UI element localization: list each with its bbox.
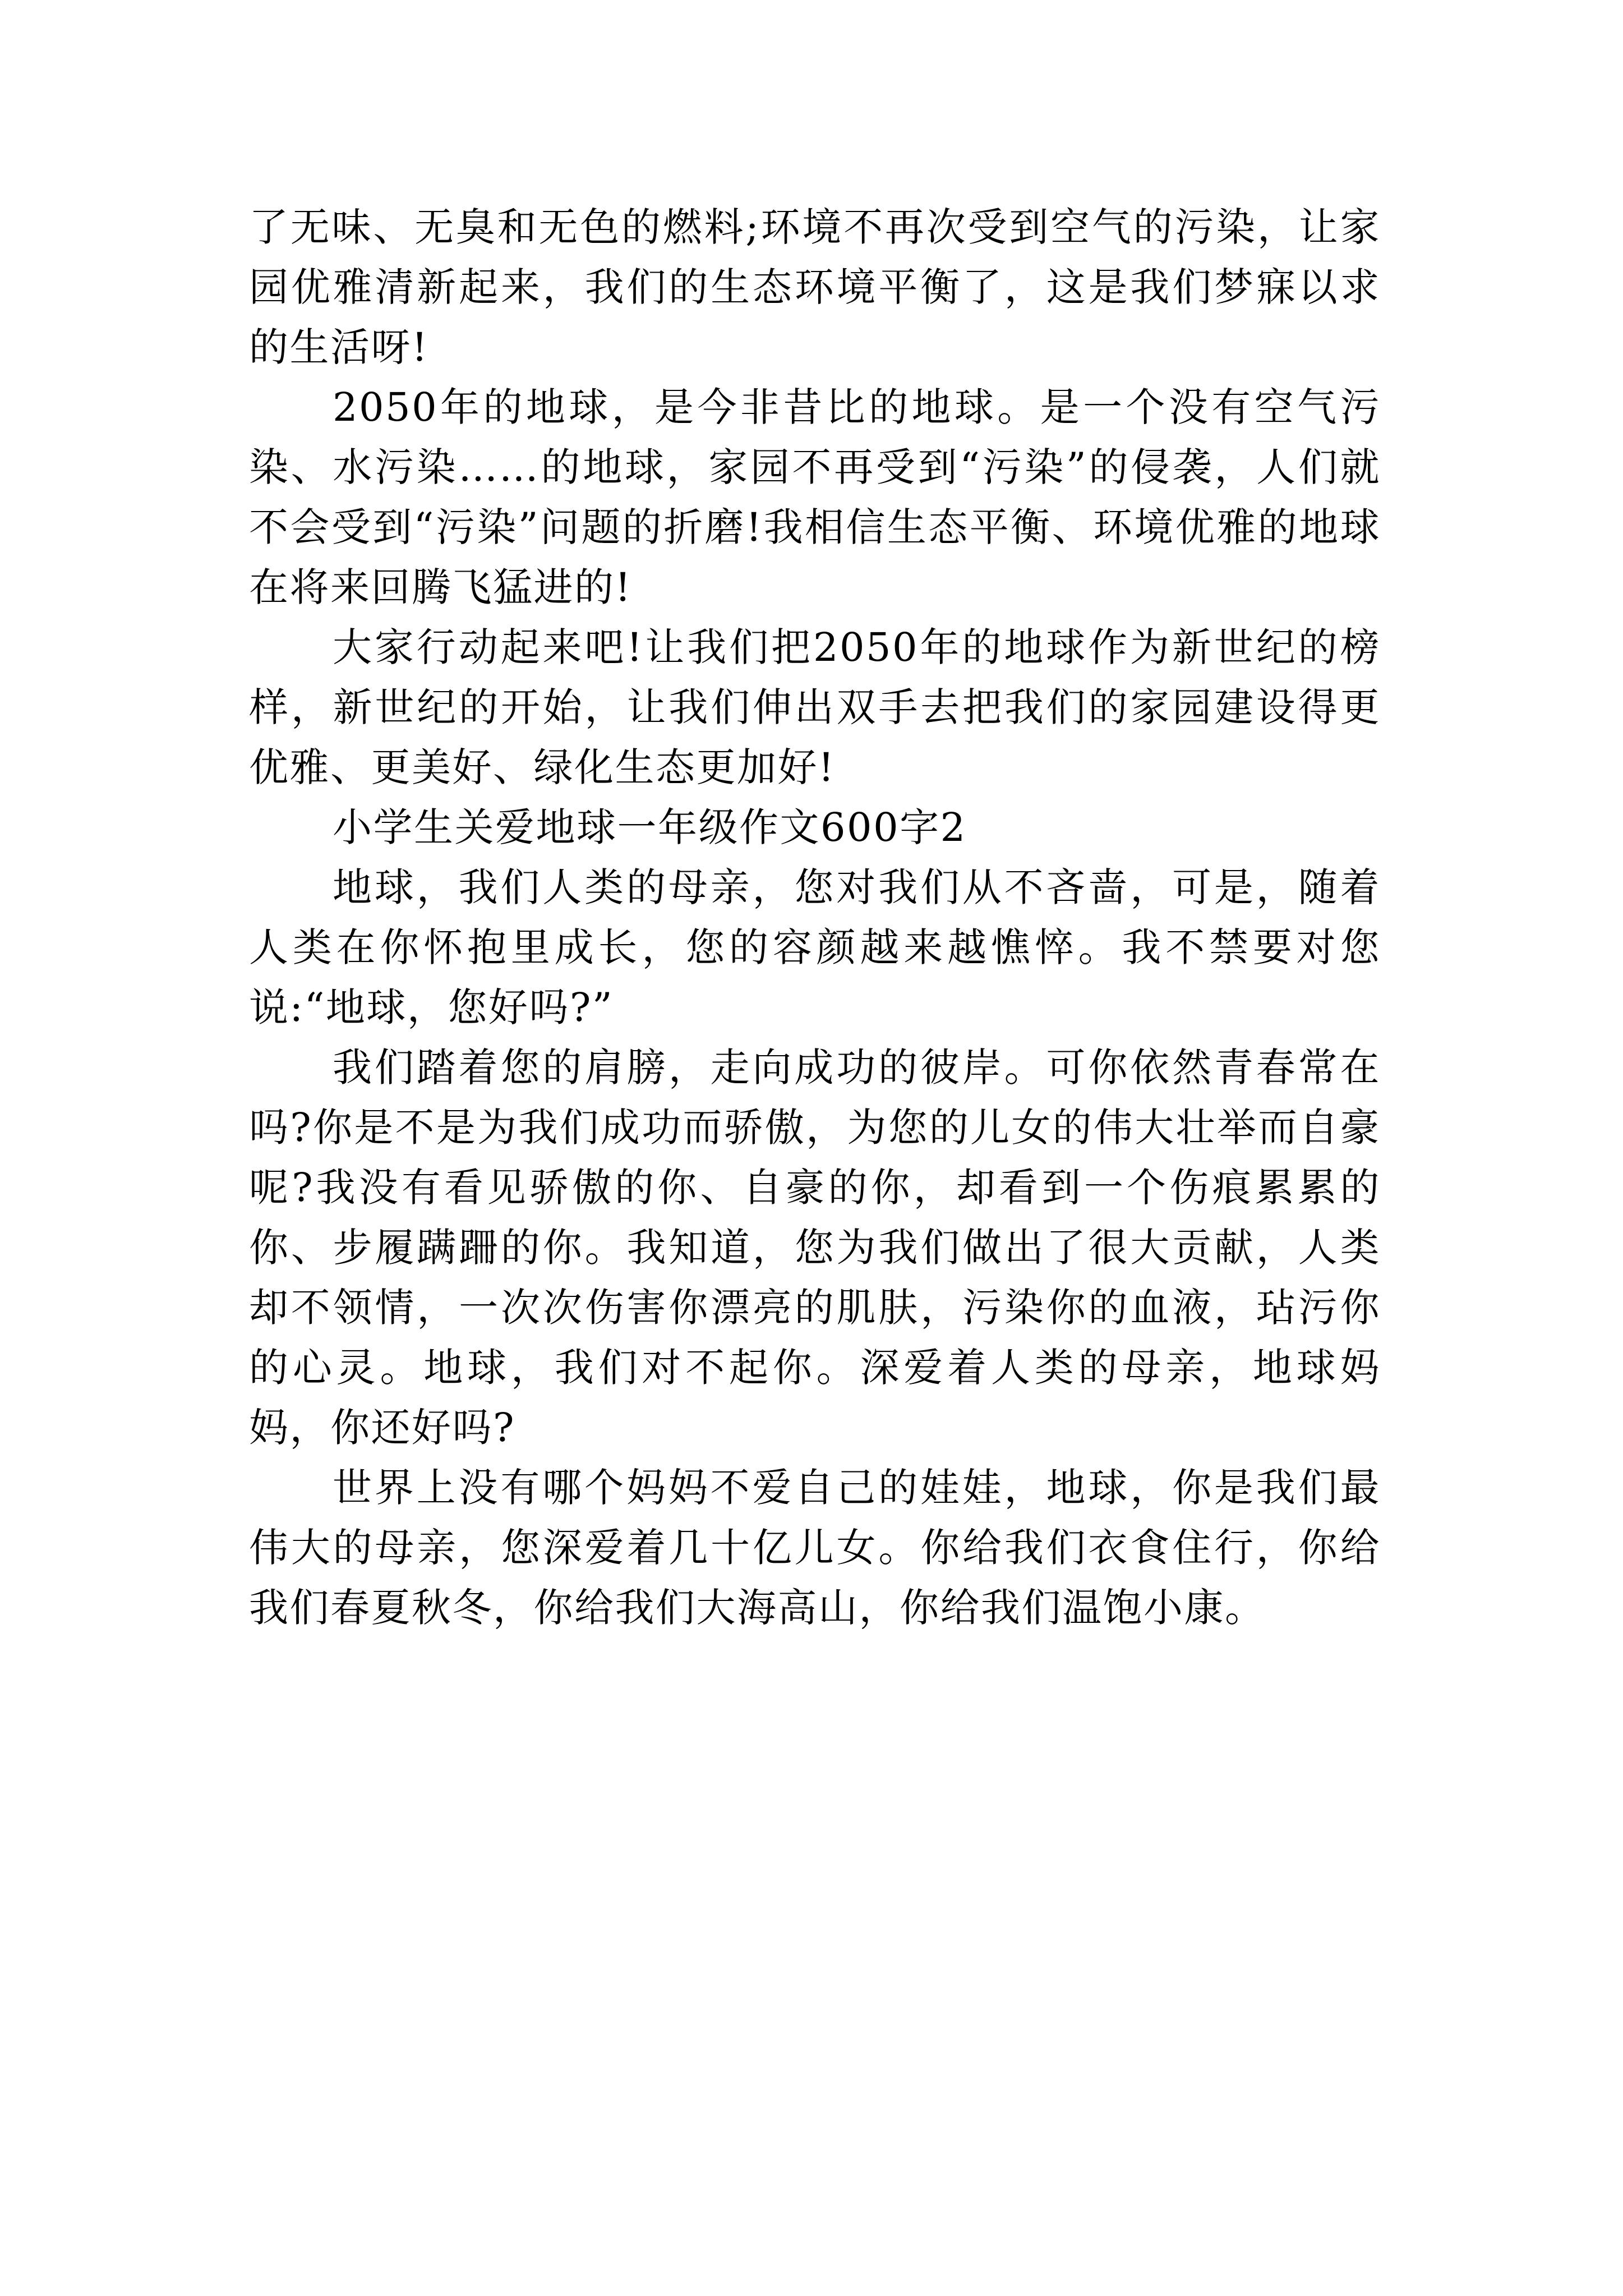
paragraph-6: 世界上没有哪个妈妈不爱自己的娃娃，地球，你是我们最伟大的母亲，您深爱着几十亿儿女。你给我们衣食住行，你给我们春夏秋冬，你给我们大海高山，你给我们温饱小康。 <box>249 1465 1381 1631</box>
section-heading: 小学生关爱地球一年级作文600字2 <box>333 804 967 850</box>
paragraph-3: 大家行动起来吧!让我们把2050年的地球作为新世纪的榜样，新世纪的开始，让我们伸出双手去把我们的家园建设得更优雅、更美好、绿化生态更加好! <box>249 624 1381 790</box>
paragraph-2: 2050年的地球，是今非昔比的地球。是一个没有空气污染、水污染……的地球，家园不再受到“污染”的侵袭，人们就不会受到“污染”问题的折磨!我相信生态平衡、环境优雅的地球在将来回腾飞猛进的! <box>249 384 1381 610</box>
paragraph-1: 了无味、无臭和无色的燃料;环境不再次受到空气的污染，让家园优雅清新起来，我们的生态环境平衡了，这是我们梦寐以求的生活呀! <box>249 204 1381 370</box>
paragraph-4: 地球，我们人类的母亲，您对我们从不吝啬，可是，随着人类在你怀抱里成长，您的容颜越来越憔悴。我不禁要对您说:“地球，您好吗?” <box>249 864 1381 1030</box>
paragraph-5: 我们踏着您的肩膀，走向成功的彼岸。可你依然青春常在吗?你是不是为我们成功而骄傲，为您的儿女的伟大壮举而自豪呢?我没有看见骄傲的你、自豪的你，却看到一个伤痕累累的你、步履蹒跚的你。我知道，您为我们做出了很大贡献，人类却不领情，一次次伤害你漂亮的肌肤，污染你的血液，玷污你的心灵。地球，我们对不起你。深爱着人类的母亲，地球妈妈，你还好吗? <box>249 1045 1381 1451</box>
article-body <box>249 197 1381 1638</box>
